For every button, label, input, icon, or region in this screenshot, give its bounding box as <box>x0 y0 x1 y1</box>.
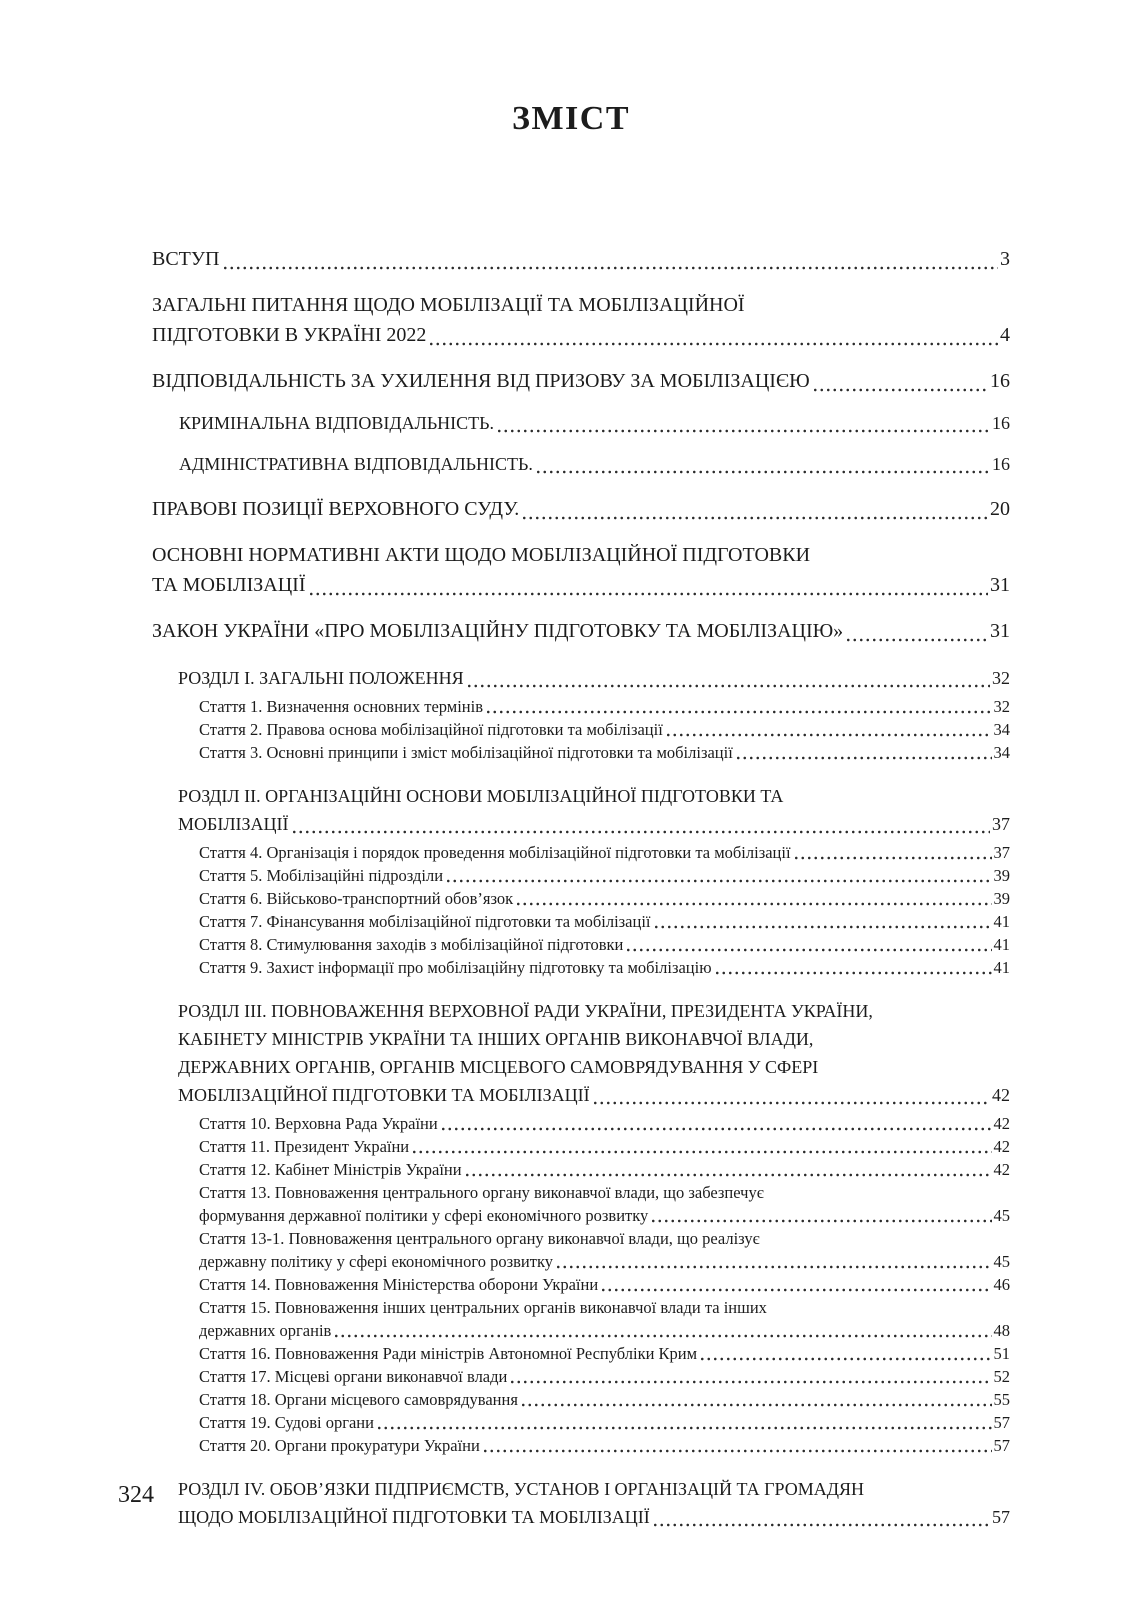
toc-entry-lastline <box>199 1434 1010 1457</box>
toc-entry-lastline <box>178 810 1010 838</box>
toc-entry-lastline <box>179 450 1010 478</box>
toc-entry-lastline <box>199 841 1010 864</box>
toc-entry-text: Стаття 5. Мобілізаційні підрозділи <box>199 866 444 885</box>
toc-entry-text: Стаття 10. Верховна Рада України <box>199 1114 438 1133</box>
dot-leader <box>521 516 988 520</box>
toc-page-number: 57 <box>993 1413 1010 1432</box>
dot-leader <box>600 1288 991 1292</box>
toc-entry-lastline <box>199 933 1010 956</box>
toc-entry <box>199 1273 1010 1296</box>
dot-leader <box>812 388 988 392</box>
toc-entry-lastline <box>178 1081 1010 1109</box>
toc-page-number: 3 <box>1000 248 1010 270</box>
toc-entry <box>152 616 1010 646</box>
toc-entry <box>199 741 1010 764</box>
dot-leader <box>440 1127 992 1131</box>
dot-leader <box>411 1150 991 1154</box>
toc-entry-lastline <box>199 887 1010 910</box>
dot-leader <box>650 1219 991 1223</box>
toc-entry-lastline <box>199 1112 1010 1135</box>
dot-leader <box>509 1380 991 1384</box>
toc-entry <box>199 956 1010 979</box>
toc-entry-line: Стаття 15. Повноваження інших центральних органів виконавчої влади та інших <box>199 1298 767 1317</box>
toc-page-number: 37 <box>992 814 1010 834</box>
toc-entry-lastline <box>179 409 1010 437</box>
toc-entry-lastline <box>199 910 1010 933</box>
toc-entry-line: ЗАГАЛЬНІ ПИТАННЯ ЩОДО МОБІЛІЗАЦІЇ ТА МОБІЛІЗАЦІЙНОЇ <box>152 294 745 316</box>
toc-page-number: 32 <box>993 697 1010 716</box>
toc-entry-text: ЩОДО МОБІЛІЗАЦІЙНОЇ ПІДГОТОВКИ ТА МОБІЛІЗАЦІЇ <box>178 1507 650 1527</box>
toc-entry <box>199 887 1010 910</box>
toc-page-number: 32 <box>992 668 1010 688</box>
toc-entry-line: ДЕРЖАВНИХ ОРГАНІВ, ОРГАНІВ МІСЦЕВОГО САМОВРЯДУВАННЯ У СФЕРІ <box>178 1057 819 1077</box>
toc-entry-text: Стаття 9. Захист інформації про мобілізаційну підготовку та мобілізацію <box>199 958 712 977</box>
toc-entry <box>199 1365 1010 1388</box>
toc-entry <box>179 409 1010 437</box>
toc-entry-lastline <box>199 1204 1010 1227</box>
toc-entry-text: Стаття 11. Президент України <box>199 1137 410 1156</box>
toc-entry-lastline <box>199 1135 1010 1158</box>
toc-entry-text: формування державної політики у сфері економічного розвитку <box>199 1206 649 1225</box>
toc-page-number: 42 <box>993 1160 1010 1179</box>
toc-entry-text: Стаття 12. Кабінет Міністрів України <box>199 1160 462 1179</box>
toc-entry-text: Стаття 7. Фінансування мобілізаційної підготовки та мобілізації <box>199 912 651 931</box>
toc-entry-text: Стаття 17. Місцеві органи виконавчої влади <box>199 1367 508 1386</box>
toc-page-number: 46 <box>993 1275 1010 1294</box>
toc-entry <box>199 864 1010 887</box>
toc-entry <box>199 910 1010 933</box>
toc-entry <box>199 1342 1010 1365</box>
toc-entry <box>199 718 1010 741</box>
dot-leader <box>714 971 992 975</box>
toc-entry-lastline <box>199 1411 1010 1434</box>
toc-entry-lastline <box>199 1273 1010 1296</box>
toc-entry-lastline <box>199 956 1010 979</box>
toc-page-number: 16 <box>990 370 1010 392</box>
toc-entry <box>199 933 1010 956</box>
dot-leader <box>665 733 992 737</box>
toc-entry-lastline <box>152 616 1010 646</box>
toc-entry-text: державну політику у сфері економічного розвитку <box>199 1252 553 1271</box>
toc-page-number: 31 <box>990 620 1010 642</box>
toc-entry-text: КРИМІНАЛЬНА ВІДПОВІДАЛЬНІСТЬ. <box>179 413 494 433</box>
dot-leader <box>653 925 992 929</box>
toc-entry-text: Стаття 19. Судові органи <box>199 1413 374 1432</box>
toc-entry <box>199 1112 1010 1135</box>
toc-page-number: 48 <box>993 1321 1010 1340</box>
toc-entry-line: Стаття 13-1. Повноваження центрального органу виконавчої влади, що реалізує <box>199 1229 760 1248</box>
toc-entry-text: Стаття 16. Повноваження Ради міністрів Автономної Республіки Крим <box>199 1344 698 1363</box>
toc-entry <box>199 1296 1010 1342</box>
toc-entry-text: Стаття 18. Органи місцевого самоврядування <box>199 1390 518 1409</box>
dot-leader <box>291 830 990 834</box>
toc-entry <box>152 494 1010 524</box>
toc-entry-lastline <box>199 1342 1010 1365</box>
toc-entry-lastline <box>199 1319 1010 1342</box>
dot-leader <box>445 879 991 883</box>
toc-entry-text: ПІДГОТОВКИ В УКРАЇНІ 2022 <box>152 324 427 346</box>
toc-entry-lastline <box>199 864 1010 887</box>
toc-entry-text: РОЗДІЛ I. ЗАГАЛЬНІ ПОЛОЖЕННЯ <box>178 668 464 688</box>
toc-page-number: 16 <box>992 413 1010 433</box>
toc-entry-line: Стаття 13. Повноваження центрального органу виконавчої влади, що забезпечує <box>199 1183 764 1202</box>
toc-entry <box>152 290 1010 350</box>
toc-page-number: 20 <box>990 498 1010 520</box>
dot-leader <box>735 756 992 760</box>
dot-leader <box>625 948 991 952</box>
toc-page-number: 42 <box>993 1137 1010 1156</box>
dot-leader <box>555 1265 992 1269</box>
toc-entry-lastline <box>199 718 1010 741</box>
toc-entry-lastline <box>199 1158 1010 1181</box>
toc-entry-line: РОЗДІЛ IV. ОБОВ’ЯЗКИ ПІДПРИЄМСТВ, УСТАНОВ І ОРГАНІЗАЦІЙ ТА ГРОМАДЯН <box>178 1479 865 1499</box>
toc-entry <box>199 1181 1010 1227</box>
toc-entry <box>199 695 1010 718</box>
dot-leader <box>485 710 991 714</box>
toc-entry-line: КАБІНЕТУ МІНІСТРІВ УКРАЇНИ ТА ІНШИХ ОРГАНІВ ВИКОНАВЧОЇ ВЛАДИ, <box>178 1029 814 1049</box>
toc-entry <box>199 1227 1010 1273</box>
toc-entry-text: Стаття 8. Стимулювання заходів з мобілізаційної підготовки <box>199 935 624 954</box>
dot-leader <box>333 1334 991 1338</box>
toc-entry-text: Стаття 1. Визначення основних термінів <box>199 697 484 716</box>
toc-page-number: 45 <box>993 1206 1010 1225</box>
toc-entry-lastline <box>178 1503 1010 1531</box>
toc <box>152 228 1010 1534</box>
toc-entry <box>178 664 1010 692</box>
folio-page-number: 324 <box>118 1482 154 1508</box>
toc-entry <box>178 1475 1010 1531</box>
toc-page-number: 51 <box>993 1344 1010 1363</box>
toc-entry-text: ВСТУП <box>152 248 220 270</box>
toc-entry-text: АДМІНІСТРАТИВНА ВІДПОВІДАЛЬНІСТЬ. <box>179 454 533 474</box>
toc-page-number: 31 <box>990 574 1010 596</box>
toc-entry-lastline <box>199 695 1010 718</box>
dot-leader <box>496 429 990 433</box>
toc-page-number: 42 <box>993 1114 1010 1133</box>
dot-leader <box>482 1449 992 1453</box>
dot-leader <box>464 1173 992 1177</box>
toc-page-number: 55 <box>993 1390 1010 1409</box>
toc-entry-lastline <box>199 1365 1010 1388</box>
toc-entry <box>178 997 1010 1109</box>
toc-page-number: 41 <box>993 935 1010 954</box>
toc-entry <box>199 1158 1010 1181</box>
toc-page-number: 34 <box>993 720 1010 739</box>
toc-page-number: 34 <box>993 743 1010 762</box>
toc-page-number: 41 <box>993 912 1010 931</box>
page-title: ЗМІСТ <box>512 100 630 137</box>
toc-entry-lastline <box>152 494 1010 524</box>
dot-leader <box>520 1403 992 1407</box>
toc-entry-text: Стаття 6. Військово-транспортний обов’язок <box>199 889 514 908</box>
dot-leader <box>428 342 998 346</box>
toc-entry <box>179 450 1010 478</box>
toc-entry-lastline <box>152 244 1010 274</box>
toc-entry-text: ВІДПОВІДАЛЬНІСТЬ ЗА УХИЛЕННЯ ВІД ПРИЗОВУ ЗА МОБІЛІЗАЦІЄЮ <box>152 370 810 392</box>
toc-entry-line: ОСНОВНІ НОРМАТИВНІ АКТИ ЩОДО МОБІЛІЗАЦІЙНОЇ ПІДГОТОВКИ <box>152 544 811 566</box>
toc-page-number: 57 <box>992 1507 1010 1527</box>
dot-leader <box>466 684 990 688</box>
toc-entry-lastline <box>178 664 1010 692</box>
toc-entry-text: ЗАКОН УКРАЇНИ «ПРО МОБІЛІЗАЦІЙНУ ПІДГОТОВКУ ТА МОБІЛІЗАЦІЮ» <box>152 620 844 642</box>
toc-entry-text: державних органів <box>199 1321 332 1340</box>
toc-entry <box>199 1411 1010 1434</box>
toc-page-number: 37 <box>993 843 1010 862</box>
toc-page-number: 52 <box>993 1367 1010 1386</box>
toc-page-number: 16 <box>992 454 1010 474</box>
toc-entry-text: Стаття 14. Повноваження Міністерства оборони України <box>199 1275 599 1294</box>
dot-leader <box>376 1426 992 1430</box>
dot-leader <box>652 1523 990 1527</box>
toc-page-number: 45 <box>993 1252 1010 1271</box>
toc-page-number: 57 <box>993 1436 1010 1455</box>
toc-entry-lastline <box>199 1250 1010 1273</box>
toc-entry <box>199 1388 1010 1411</box>
toc-entry-text: МОБІЛІЗАЦІЙНОЇ ПІДГОТОВКИ ТА МОБІЛІЗАЦІЇ <box>178 1085 590 1105</box>
toc-page-number: 39 <box>993 866 1010 885</box>
dot-leader <box>515 902 991 906</box>
dot-leader <box>592 1101 990 1105</box>
toc-entry-lastline <box>152 570 1010 600</box>
toc-entry-lastline <box>152 320 1010 350</box>
toc-entry-text: МОБІЛІЗАЦІЇ <box>178 814 289 834</box>
toc-entry <box>199 841 1010 864</box>
toc-entry <box>152 244 1010 274</box>
toc-entry-text: ТА МОБІЛІЗАЦІЇ <box>152 574 306 596</box>
toc-entry <box>199 1434 1010 1457</box>
toc-entry-text: Стаття 20. Органи прокуратури України <box>199 1436 480 1455</box>
toc-page-number: 42 <box>992 1085 1010 1105</box>
toc-entry-lastline <box>152 366 1010 396</box>
dot-leader <box>699 1357 991 1361</box>
dot-leader <box>535 470 990 474</box>
dot-leader <box>845 638 988 642</box>
toc-page-number: 41 <box>993 958 1010 977</box>
toc-page-number: 39 <box>993 889 1010 908</box>
toc-entry <box>178 782 1010 838</box>
toc-entry-line: РОЗДІЛ III. ПОВНОВАЖЕННЯ ВЕРХОВНОЇ РАДИ УКРАЇНИ, ПРЕЗИДЕНТА УКРАЇНИ, <box>178 1001 873 1021</box>
toc-entry-line: РОЗДІЛ II. ОРГАНІЗАЦІЙНІ ОСНОВИ МОБІЛІЗАЦІЙНОЇ ПІДГОТОВКИ ТА <box>178 786 784 806</box>
toc-entry <box>152 540 1010 600</box>
toc-entry-text: ПРАВОВІ ПОЗИЦІЇ ВЕРХОВНОГО СУДУ. <box>152 498 520 520</box>
toc-entry-text: Стаття 4. Організація і порядок проведення мобілізаційної підготовки та мобілізації <box>199 843 791 862</box>
toc-entry <box>152 366 1010 396</box>
toc-entry-lastline <box>199 1388 1010 1411</box>
dot-leader <box>222 266 999 270</box>
toc-page-number: 4 <box>1000 324 1010 346</box>
toc-entry-text: Стаття 2. Правова основа мобілізаційної підготовки та мобілізації <box>199 720 663 739</box>
dot-leader <box>308 592 989 596</box>
toc-entry-lastline <box>199 741 1010 764</box>
toc-entry-text: Стаття 3. Основні принципи і зміст мобілізаційної підготовки та мобілізації <box>199 743 733 762</box>
toc-entry <box>199 1135 1010 1158</box>
dot-leader <box>793 856 992 860</box>
